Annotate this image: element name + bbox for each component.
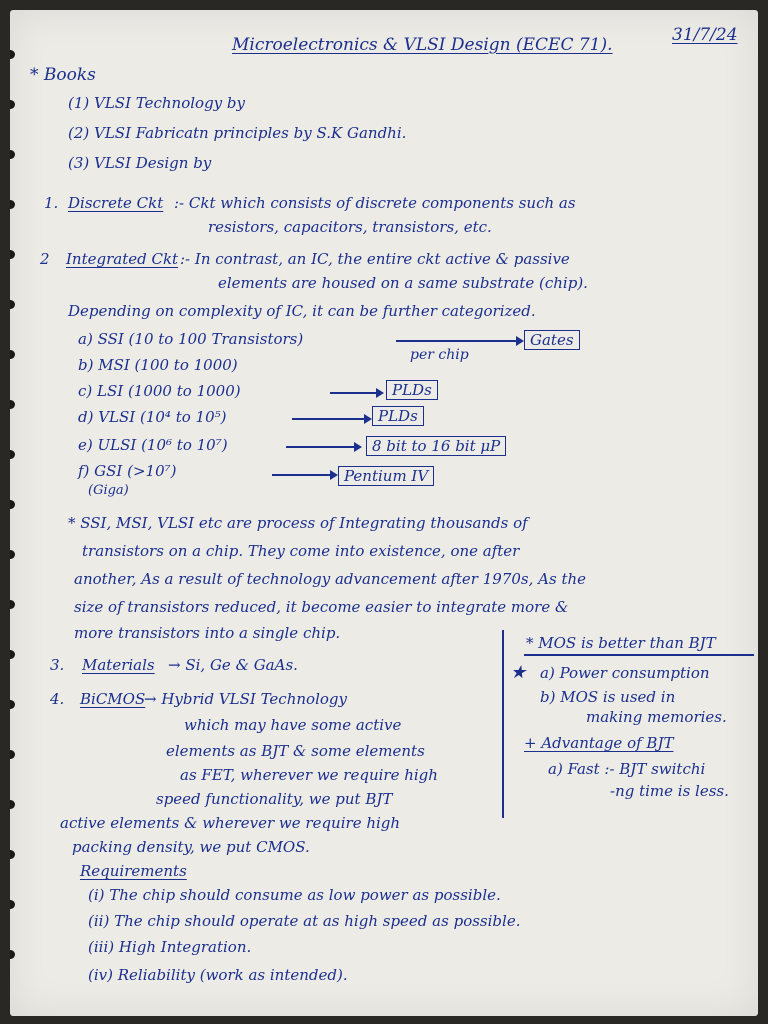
binding-hole [10, 650, 15, 659]
integrated-number: 2 [40, 250, 50, 268]
binding-hole [10, 100, 15, 109]
requirement-item: (ii) The chip should operate at as high speed as possible. [88, 912, 521, 930]
advantage-item: -ng time is less. [610, 782, 729, 800]
arrow-vlsi [292, 418, 370, 420]
bicmos-term: BiCMOS [80, 690, 146, 708]
category-vlsi-target: PLDs [372, 406, 424, 426]
binding-hole [10, 250, 15, 259]
binding-hole [10, 950, 15, 959]
category-gsi-sub: (Giga) [88, 483, 129, 498]
discrete-number: 1. [44, 194, 59, 212]
arrow-ulsi [286, 446, 360, 448]
sidebox-item: b) MOS is used in [540, 688, 676, 706]
binding-hole [10, 600, 15, 609]
sidebox-item: making memories. [586, 708, 727, 726]
advantage-item: a) Fast :- BJT switchi [548, 760, 706, 778]
requirements-heading: Requirements [80, 862, 187, 880]
books-heading: * Books [30, 65, 96, 85]
bicmos-line: as FET, wherever we require high [180, 766, 438, 784]
sidebox-heading: * MOS is better than BJT [526, 634, 716, 652]
category-lsi: c) LSI (1000 to 1000) [78, 382, 241, 400]
category-gsi: f) GSI (>10⁷) [78, 462, 177, 480]
category-lsi-target: PLDs [386, 380, 438, 400]
binding-hole [10, 200, 15, 209]
bicmos-line: active elements & wherever we require high [60, 814, 401, 832]
arrow-gsi [272, 474, 336, 476]
sidebox-divider [502, 630, 504, 818]
advantage-heading: + Advantage of BJT [524, 734, 674, 752]
binding-hole [10, 750, 15, 759]
materials-value: → Si, Ge & GaAs. [168, 656, 298, 674]
star-icon: ★ [510, 662, 527, 683]
bicmos-line: speed functionality, we put BJT [156, 790, 393, 808]
binding-hole [10, 550, 15, 559]
category-ulsi: e) ULSI (10⁶ to 10⁷) [78, 436, 228, 454]
notebook-page [10, 10, 758, 1016]
arrow-lsi [330, 392, 382, 394]
requirement-item: (iii) High Integration. [88, 938, 252, 956]
page-date: 31/7/24 [672, 25, 738, 45]
book-item: (3) VLSI Design by [68, 154, 212, 172]
bicmos-line: which may have some active [184, 716, 402, 734]
paragraph-line: * SSI, MSI, VLSI etc are process of Integrating thousands of [68, 514, 528, 532]
binding-hole [10, 700, 15, 709]
binding-hole [10, 150, 15, 159]
binding-hole [10, 900, 15, 909]
paragraph-line: another, As a result of technology advancement after 1970s, As the [74, 570, 587, 588]
discrete-term: Discrete Ckt [68, 194, 164, 212]
binding-hole [10, 50, 15, 59]
requirement-item: (i) The chip should consume as low power as possible. [88, 886, 501, 904]
discrete-definition-cont: resistors, capacitors, transistors, etc. [208, 218, 492, 236]
binding-hole [10, 300, 15, 309]
binding-hole [10, 450, 15, 459]
category-vlsi: d) VLSI (10⁴ to 10⁵) [78, 408, 227, 426]
paragraph-line: size of transistors reduced, it become easier to integrate more & [74, 598, 569, 616]
category-msi: b) MSI (100 to 1000) [78, 356, 238, 374]
page-title: Microelectronics & VLSI Design (ECEC 71). [232, 35, 613, 55]
binding-hole [10, 850, 15, 859]
bicmos-line: elements as BJT & some elements [166, 742, 425, 760]
category-ssi-target: Gates [524, 330, 580, 350]
discrete-definition: :- Ckt which consists of discrete components such as [174, 194, 576, 212]
sidebox-item: a) Power consumption [540, 664, 710, 682]
book-item: (2) VLSI Fabricatn principles by S.K Gandhi. [68, 124, 407, 142]
integrated-definition: :- In contrast, an IC, the entire ckt active & passive [180, 250, 570, 268]
arrow-ssi [396, 340, 522, 342]
binding-hole [10, 500, 15, 509]
materials-term: Materials [82, 656, 155, 674]
paragraph-line: more transistors into a single chip. [74, 624, 341, 642]
bicmos-line: packing density, we put CMOS. [72, 838, 310, 856]
binding-hole [10, 800, 15, 809]
sidebox-heading-underline [524, 654, 754, 656]
category-msi-note: per chip [410, 347, 469, 363]
integrated-term: Integrated Ckt [66, 250, 179, 268]
integrated-definition-cont: elements are housed on a same substrate (chip). [218, 274, 588, 292]
category-ulsi-target: 8 bit to 16 bit μP [366, 436, 506, 456]
bicmos-line: → Hybrid VLSI Technology [144, 690, 347, 708]
category-gsi-target: Pentium IV [338, 466, 434, 486]
integrated-intro: Depending on complexity of IC, it can be further categorized. [68, 302, 536, 320]
category-ssi: a) SSI (10 to 100 Transistors) [78, 330, 304, 348]
paragraph-line: transistors on a chip. They come into existence, one after [82, 542, 520, 560]
book-item: (1) VLSI Technology by [68, 94, 245, 112]
binding-hole [10, 400, 15, 409]
requirement-item: (iv) Reliability (work as intended). [88, 966, 348, 984]
materials-number: 3. [50, 656, 65, 674]
binding-hole [10, 350, 15, 359]
bicmos-number: 4. [50, 690, 65, 708]
